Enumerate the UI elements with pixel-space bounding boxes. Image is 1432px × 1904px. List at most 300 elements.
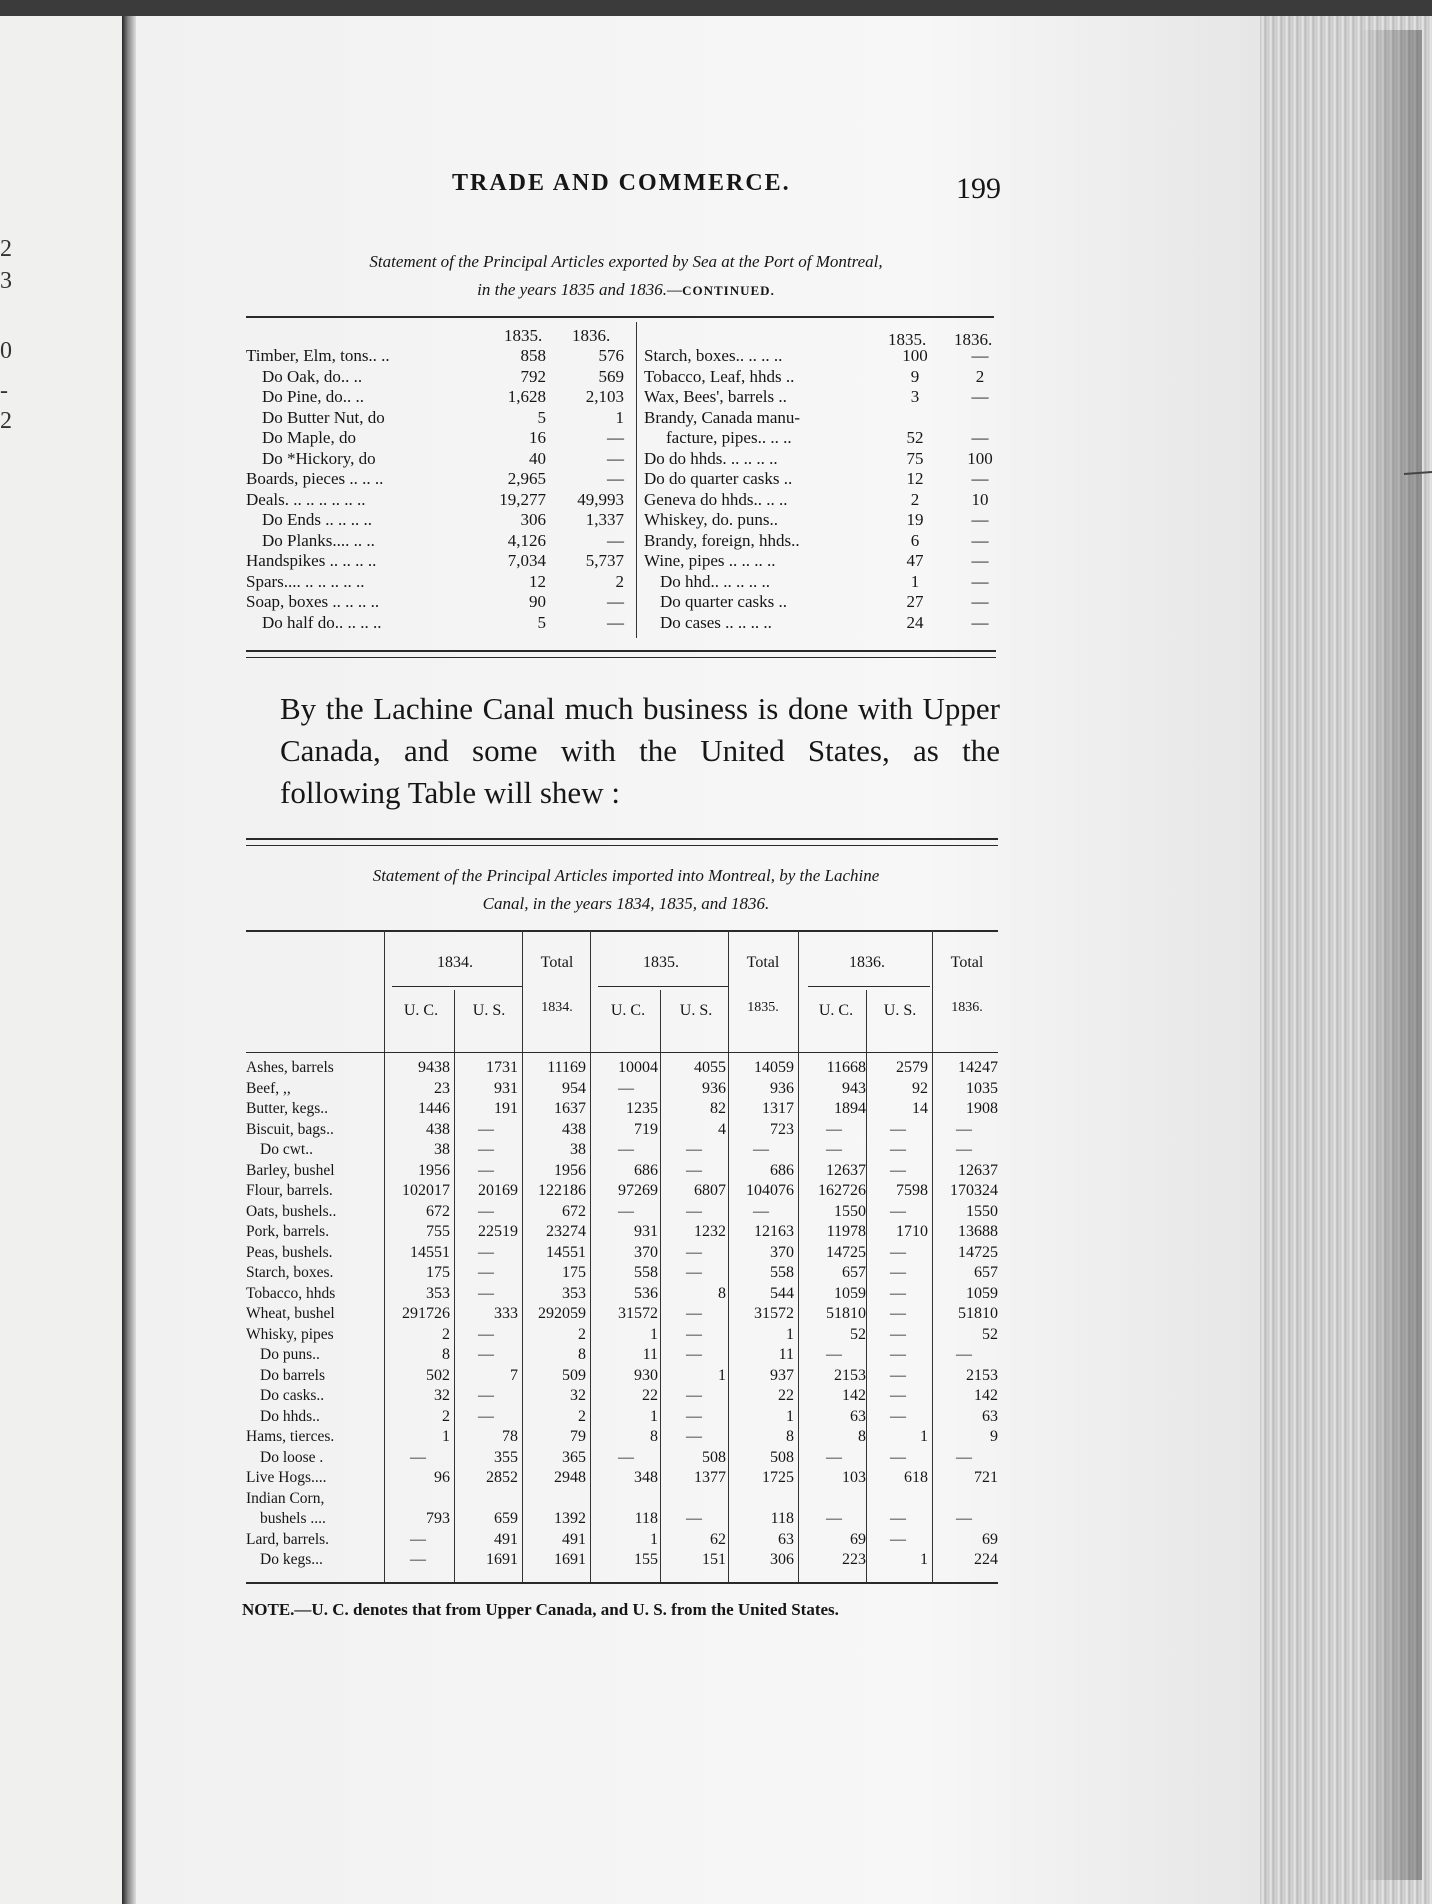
import-1836-us: —: [890, 1366, 906, 1384]
import-item-label: Indian Corn,: [246, 1489, 325, 1507]
import-1836-total: 69: [982, 1530, 998, 1548]
import-1835-uc: 930: [634, 1366, 658, 1384]
export-item-label: Do do hhds. .. .. .. ..: [644, 448, 778, 468]
import-1834-us: —: [478, 1202, 494, 1220]
import-1834-total: 954: [562, 1079, 586, 1097]
import-1836-us: —: [890, 1387, 906, 1404]
import-1835-uc: 1: [650, 1325, 658, 1343]
import-1834-total: 79: [570, 1428, 586, 1445]
import-1836-total: 142: [974, 1387, 998, 1404]
import-1836-total: 63: [982, 1407, 998, 1425]
import-1834-us: 2852: [486, 1469, 518, 1486]
import-1835-us: [662, 1489, 726, 1510]
export-value-1835: 4,126: [507, 530, 546, 550]
import-1836-total: 13688: [958, 1223, 998, 1240]
import-1834-us: 1731: [486, 1059, 518, 1076]
import-1835-us: 4: [718, 1120, 726, 1138]
import-1835-us: —: [686, 1202, 702, 1220]
import-1835-uc: 10004: [618, 1059, 658, 1076]
import-1835-uc: 31572: [618, 1305, 658, 1322]
import-1835-us: 151: [702, 1551, 726, 1568]
import-1834-uc: 1446: [418, 1100, 450, 1117]
export-value-1836: —: [607, 530, 624, 550]
import-1836-us: —: [890, 1161, 906, 1179]
import-item-label: Do cwt..: [260, 1141, 313, 1158]
import-1836-us: 1: [920, 1551, 928, 1568]
export-caption: [246, 248, 1006, 305]
import-1835-us: —: [686, 1325, 702, 1343]
import-1836-total: 224: [974, 1551, 998, 1568]
export-value-1836: —: [607, 428, 624, 447]
import-column-divider: [660, 990, 661, 1582]
export-value-1835: 858: [520, 346, 546, 365]
export-value-1835: 1,628: [507, 387, 546, 406]
export-item-label: Do hhd.. .. .. .. ..: [660, 571, 771, 591]
export-value-1835: 100: [902, 346, 928, 365]
export-value-1836: —: [607, 469, 624, 488]
export-value-1835: 792: [520, 366, 546, 386]
hdr-year-1836: 1836.: [849, 954, 885, 971]
export-right-1835: [890, 346, 940, 633]
import-1836-total: 721: [974, 1469, 998, 1486]
import-1835-total: —: [753, 1141, 769, 1158]
import-1834-us: 355: [494, 1448, 518, 1466]
import-head-rule: [246, 930, 998, 932]
import-item-label: Tobacco, hhds: [246, 1284, 336, 1302]
import-1834-total: 672: [562, 1202, 586, 1220]
import-1835-total: —: [753, 1202, 769, 1220]
export-value-1836: 569: [598, 366, 624, 386]
import-column-divider: [866, 990, 867, 1582]
import-1834-total: 1956: [554, 1161, 586, 1179]
import-1834-total-column: [520, 1058, 586, 1571]
import-1836-total: 1035: [966, 1079, 998, 1097]
export-item-label: Geneva do hhds.. .. ..: [644, 489, 788, 509]
import-item-label: Starch, boxes.: [246, 1264, 334, 1281]
hdr-uc-1834: U. C.: [403, 1002, 439, 1019]
import-1834-total: 1691: [554, 1551, 586, 1568]
import-1835-us: —: [686, 1243, 702, 1261]
import-1835-total: 544: [770, 1284, 794, 1302]
export-left-1835: [480, 346, 546, 633]
table-note: NOTE.—U. C. denotes that from Upper Canada, and U. S. from the United States.: [242, 1600, 839, 1619]
import-1834-uc: 102017: [402, 1182, 450, 1199]
margin-char: 2: [0, 236, 12, 262]
import-1836-us: 7598: [896, 1182, 928, 1199]
export-caption-continued: CONTINUED.: [682, 283, 775, 298]
import-item-label: Do hhds..: [260, 1407, 320, 1425]
hdr-uc-1835: U. C.: [610, 1002, 646, 1019]
import-1834-total: 1392: [554, 1510, 586, 1527]
import-1834-total: 2: [578, 1407, 586, 1425]
facing-page-edge: [0, 16, 122, 1904]
import-1836-uc: 657: [842, 1264, 866, 1281]
import-1835-total: 11: [778, 1346, 794, 1363]
export-item-label: Do do quarter casks ..: [644, 469, 793, 488]
export-item-label: Brandy, Canada manu-: [644, 407, 801, 427]
export-bottom-rule: [246, 650, 996, 652]
import-1834-total: 175: [562, 1264, 586, 1281]
import-1835-total: 370: [770, 1243, 794, 1261]
import-1834-total: 32: [570, 1387, 586, 1404]
import-1835-us: —: [686, 1305, 702, 1322]
export-value-1835: 2,965: [507, 469, 546, 488]
import-1834-total: 23274: [546, 1223, 586, 1240]
import-1835-us: 62: [710, 1530, 726, 1548]
import-1835-total: 558: [770, 1264, 794, 1281]
running-head: TRADE AND COMMERCE.: [452, 170, 791, 196]
export-item-label: Soap, boxes .. .. .. ..: [246, 592, 380, 611]
import-1836-uc: 103: [842, 1469, 866, 1486]
import-1835-total: 936: [770, 1079, 794, 1097]
export-value-1835: 12: [529, 571, 546, 591]
import-1834-uc: —: [410, 1448, 426, 1466]
export-item-label: Do Ends .. .. .. ..: [262, 510, 373, 529]
import-1834-uc: —: [410, 1530, 426, 1548]
import-1836-us: 1: [920, 1428, 928, 1445]
import-1835-us: 1377: [694, 1469, 726, 1486]
import-1836-us: —: [890, 1448, 906, 1466]
export-value-1835: 40: [529, 448, 546, 468]
export-item-label: Wax, Bees', barrels ..: [644, 387, 787, 406]
import-1835-total: 1: [786, 1407, 794, 1425]
import-1835-us: 82: [710, 1100, 726, 1117]
export-value-1836: 2: [975, 366, 985, 386]
import-1834-us: —: [478, 1264, 494, 1281]
import-1834-uc: 8: [442, 1346, 450, 1363]
export-value-1836: 100: [967, 448, 993, 468]
import-1834-total: 1637: [554, 1100, 586, 1117]
export-year-b-left: 1836.: [572, 326, 611, 345]
import-1834-uc: 291726: [402, 1305, 450, 1322]
export-year-a-left: 1835.: [504, 326, 543, 345]
import-1834-uc: 2: [442, 1325, 450, 1343]
import-1836-us: —: [890, 1141, 906, 1158]
export-value-1836: —: [971, 510, 989, 529]
import-item-label: Barley, bushel: [246, 1161, 335, 1179]
import-1834-total: 353: [562, 1284, 586, 1302]
export-value-1836: 1: [615, 407, 624, 427]
import-1834-total: 38: [570, 1141, 586, 1158]
import-item-label: Flour, barrels.: [246, 1182, 333, 1199]
import-1835-total: 63: [778, 1530, 794, 1548]
import-1834-uc: 502: [426, 1366, 450, 1384]
import-1834-total: [520, 1489, 586, 1510]
import-1836-uc: [802, 1489, 866, 1510]
import-1836-total: 1908: [966, 1100, 998, 1117]
import-item-label: Ashes, barrels: [246, 1059, 334, 1076]
import-item-label: Oats, bushels..: [246, 1202, 337, 1220]
import-1835-uc: 1: [650, 1407, 658, 1425]
import-1836-us: —: [890, 1407, 906, 1425]
import-item-label: Whisky, pipes: [246, 1325, 334, 1343]
import-1836-uc: 223: [842, 1551, 866, 1568]
import-1835-uc: 558: [634, 1264, 658, 1281]
import-1836-us: —: [890, 1346, 906, 1363]
import-column-divider: [798, 930, 799, 1582]
import-1834-us: —: [478, 1346, 494, 1363]
export-value-1836: —: [971, 428, 989, 447]
import-1836-uc-column: [802, 1058, 866, 1571]
import-1834-uc: 32: [434, 1387, 450, 1404]
import-1835-us: 4055: [694, 1059, 726, 1076]
import-1836-total: 1059: [966, 1284, 998, 1302]
import-1835-uc: 719: [634, 1120, 658, 1138]
import-1834-total: 11169: [547, 1059, 586, 1076]
import-1836-us: —: [890, 1510, 906, 1527]
export-item-label: Do Planks.... .. ..: [262, 530, 375, 550]
import-1836-uc: —: [826, 1141, 842, 1158]
import-item-label-column: [246, 1058, 380, 1571]
import-1836-us: —: [890, 1325, 906, 1343]
import-1834-uc: [386, 1489, 450, 1510]
export-value-1836: 2,103: [585, 387, 624, 406]
import-1835-total: 686: [770, 1161, 794, 1179]
hdr-1834-rule: [392, 986, 522, 987]
body-paragraph: By the Lachine Canal much business is done with Upper Canada, and some with the United States, as the following Table will shew :: [280, 691, 1000, 810]
import-1834-uc: 14551: [410, 1243, 450, 1261]
import-1835-us: —: [686, 1346, 702, 1363]
import-1836-total: —: [956, 1346, 972, 1363]
export-value-1835: 1: [910, 571, 920, 591]
import-1835-uc: 348: [634, 1469, 658, 1486]
import-1835-uc: 118: [634, 1510, 658, 1527]
import-1836-us: —: [890, 1284, 906, 1302]
import-1835-uc: 370: [634, 1243, 658, 1261]
export-item-label: Wine, pipes .. .. .. ..: [644, 551, 776, 570]
import-1834-uc: 755: [426, 1223, 450, 1240]
import-1836-us: 2579: [896, 1059, 928, 1076]
import-bottom-rule: [246, 1582, 998, 1584]
import-1835-us: 6807: [694, 1182, 726, 1199]
export-value-1835: 7,034: [507, 551, 546, 570]
import-1834-uc: 38: [434, 1141, 450, 1158]
import-1834-us: 20169: [478, 1182, 518, 1199]
import-1834-uc: 1: [442, 1428, 450, 1445]
import-1835-total: [728, 1489, 794, 1510]
import-1836-us: [868, 1489, 928, 1510]
import-1836-total: 1550: [966, 1202, 998, 1220]
export-item-label: Deals. .. .. .. .. .. ..: [246, 489, 366, 509]
import-1835-uc: 97269: [618, 1182, 658, 1199]
import-1836-uc: 11978: [826, 1223, 866, 1240]
import-item-label: Hams, tierces.: [246, 1428, 335, 1445]
export-item-label: Do Pine, do.. ..: [262, 387, 364, 406]
export-value-1836: —: [607, 612, 624, 632]
import-1835-us: —: [686, 1387, 702, 1404]
import-1834-us: 22519: [478, 1223, 518, 1240]
import-1834-total: 292059: [538, 1305, 586, 1322]
import-1835-uc: 1235: [626, 1100, 658, 1117]
export-value-1836: 49,993: [577, 489, 624, 509]
import-1834-uc: 175: [426, 1264, 450, 1281]
import-1836-us: —: [890, 1264, 906, 1281]
import-1834-us: —: [478, 1141, 494, 1158]
import-1835-us: 508: [702, 1448, 726, 1466]
import-1836-uc: 12637: [826, 1161, 866, 1179]
export-value-1836: —: [607, 448, 624, 468]
import-1834-us: [454, 1489, 518, 1510]
import-1836-total: [930, 1489, 998, 1510]
export-item-label: Do quarter casks ..: [660, 592, 787, 611]
import-caption-line1: Statement of the Principal Articles imported into Montreal, by the Lachine: [372, 866, 880, 885]
import-1834-us: 491: [494, 1530, 518, 1548]
margin-char: -: [0, 378, 8, 404]
export-value-1835: 47: [906, 551, 924, 570]
import-1835-us: —: [686, 1264, 702, 1281]
page-number: 199: [956, 172, 1001, 205]
import-1834-total: 491: [562, 1530, 586, 1548]
import-1834-us: —: [478, 1387, 494, 1404]
import-1835-uc: [594, 1489, 658, 1510]
import-1836-uc: 142: [842, 1387, 866, 1404]
import-item-label: Peas, bushels.: [246, 1243, 333, 1261]
import-1835-uc: 1: [650, 1530, 658, 1548]
import-item-label: Do casks..: [260, 1387, 325, 1404]
margin-char: 2: [0, 408, 12, 434]
import-1836-total-column: [930, 1058, 998, 1571]
import-1834-us: —: [478, 1120, 494, 1138]
import-1835-total: 8: [786, 1428, 794, 1445]
import-1836-total: 12637: [958, 1161, 998, 1179]
import-1836-uc: 2153: [834, 1366, 866, 1384]
import-1834-total: 14551: [546, 1243, 586, 1261]
export-left-labels: [246, 346, 486, 633]
page-edges-shadow: [1360, 30, 1422, 1880]
export-year-b-right: 1836.: [954, 330, 993, 349]
import-1835-total: 508: [770, 1448, 794, 1466]
export-right-1836: [956, 346, 1004, 633]
margin-char: 3: [0, 268, 12, 294]
export-item-label: Do Butter Nut, do: [262, 407, 385, 427]
import-item-label: Do kegs...: [260, 1551, 323, 1568]
export-value-1835: 6: [910, 530, 920, 550]
import-item-label: Butter, kegs..: [246, 1100, 329, 1117]
import-item-label: Lard, barrels.: [246, 1530, 330, 1548]
import-subhead-rule: [246, 1052, 998, 1053]
export-item-label: Do Oak, do.. ..: [262, 366, 363, 386]
import-item-label: bushels ....: [260, 1510, 326, 1527]
import-1836-total: 657: [974, 1264, 998, 1281]
import-1836-total: —: [956, 1448, 972, 1466]
hdr-total-1834: Total: [540, 954, 574, 971]
import-1835-total: 22: [778, 1387, 794, 1404]
export-value-1835: 5: [537, 407, 546, 427]
import-1836-total: —: [956, 1120, 972, 1138]
export-item-label: Timber, Elm, tons.. ..: [246, 346, 390, 365]
hdr-uc-1836: U. C.: [818, 1002, 854, 1019]
export-item-label: Do half do.. .. .. ..: [262, 612, 382, 632]
import-1835-uc: 11: [642, 1346, 658, 1363]
import-1836-uc: —: [826, 1346, 842, 1363]
import-1835-total-column: [728, 1058, 794, 1571]
import-1835-us: 1: [718, 1366, 726, 1384]
import-1834-uc: 353: [426, 1284, 450, 1302]
export-item-label: Boards, pieces .. .. ..: [246, 469, 384, 488]
export-item-label: Whiskey, do. puns..: [644, 510, 778, 529]
import-1836-uc: 162726: [818, 1182, 866, 1199]
export-value-1836: —: [971, 346, 989, 365]
import-item-label: Do puns..: [260, 1346, 320, 1363]
hdr-year-1835: 1835.: [643, 954, 679, 971]
import-1834-total: 365: [562, 1448, 586, 1466]
import-1834-us: 191: [494, 1100, 518, 1117]
export-left-1836: [556, 346, 624, 633]
import-1834-us: 1691: [486, 1551, 518, 1568]
import-1835-uc: —: [618, 1079, 634, 1097]
import-item-label: Do barrels: [260, 1366, 325, 1384]
import-1836-total: 14725: [958, 1243, 998, 1261]
import-1836-uc: 14725: [826, 1243, 866, 1261]
export-value-1836: 1,337: [585, 510, 624, 529]
import-1835-uc: —: [618, 1448, 634, 1466]
import-1835-uc: 536: [634, 1284, 658, 1302]
export-value-1836: [956, 408, 1004, 429]
import-1836-total: 170324: [950, 1182, 998, 1199]
import-1836-total: 51810: [958, 1305, 998, 1322]
import-1834-us: —: [478, 1325, 494, 1343]
import-1836-us: 1710: [896, 1223, 928, 1240]
export-value-1836: 10: [971, 489, 989, 509]
import-1834-us: 333: [494, 1305, 518, 1322]
import-1834-total: 438: [562, 1120, 586, 1138]
import-1836-uc: 1059: [834, 1284, 866, 1302]
import-1836-us: 618: [904, 1469, 928, 1486]
export-value-1835: 12: [906, 469, 924, 488]
import-caption-line2: Canal, in the years 1834, 1835, and 1836.: [482, 894, 770, 913]
import-item-label: Beef, ,,: [246, 1079, 291, 1097]
import-1835-uc: 22: [642, 1387, 658, 1404]
import-1835-uc-column: [594, 1058, 658, 1571]
import-1836-total: —: [956, 1141, 972, 1158]
import-1834-us: 7: [510, 1366, 518, 1384]
hdr-total-year-1835: 1835.: [747, 1000, 779, 1015]
hdr-total-year-1836: 1836.: [951, 1000, 983, 1015]
import-1836-total: —: [956, 1510, 972, 1527]
export-item-label: Starch, boxes.. .. .. ..: [644, 346, 783, 365]
import-1834-uc: 672: [426, 1202, 450, 1220]
import-1834-us: 78: [502, 1428, 518, 1445]
export-value-1835: 90: [529, 592, 546, 611]
import-column-divider: [590, 930, 591, 1582]
import-1836-us: —: [890, 1243, 906, 1261]
import-1834-uc: 9438: [418, 1059, 450, 1076]
export-bottom-rule-2: [246, 657, 996, 658]
import-1835-uc: 8: [650, 1428, 658, 1445]
export-value-1835: 3: [910, 387, 920, 406]
import-1835-us: 8: [718, 1284, 726, 1302]
import-1834-total: 509: [562, 1366, 586, 1384]
import-top-rule-2: [246, 845, 998, 846]
export-caption-line2: in the years 1835 and 1836.—CONTINUED.: [477, 280, 775, 299]
import-1836-us: —: [890, 1530, 906, 1548]
hdr-us-1836: U. S.: [883, 1002, 917, 1019]
import-1836-uc: 1550: [834, 1202, 866, 1220]
import-1834-total: 2948: [554, 1469, 586, 1486]
scan-top-border: [0, 0, 1432, 16]
import-item-label: Pork, barrels.: [246, 1223, 330, 1240]
hdr-us-1835: U. S.: [679, 1002, 713, 1019]
import-1835-uc: 686: [634, 1161, 658, 1179]
import-1836-total: 2153: [966, 1366, 998, 1384]
export-value-1836: 576: [598, 346, 624, 365]
import-1836-uc: 1894: [834, 1100, 866, 1117]
import-1835-uc: 931: [634, 1223, 658, 1240]
export-value-1836: —: [971, 530, 989, 550]
export-value-1835: 52: [906, 428, 924, 447]
book-gutter: [122, 16, 136, 1904]
import-1836-us: —: [890, 1120, 906, 1138]
